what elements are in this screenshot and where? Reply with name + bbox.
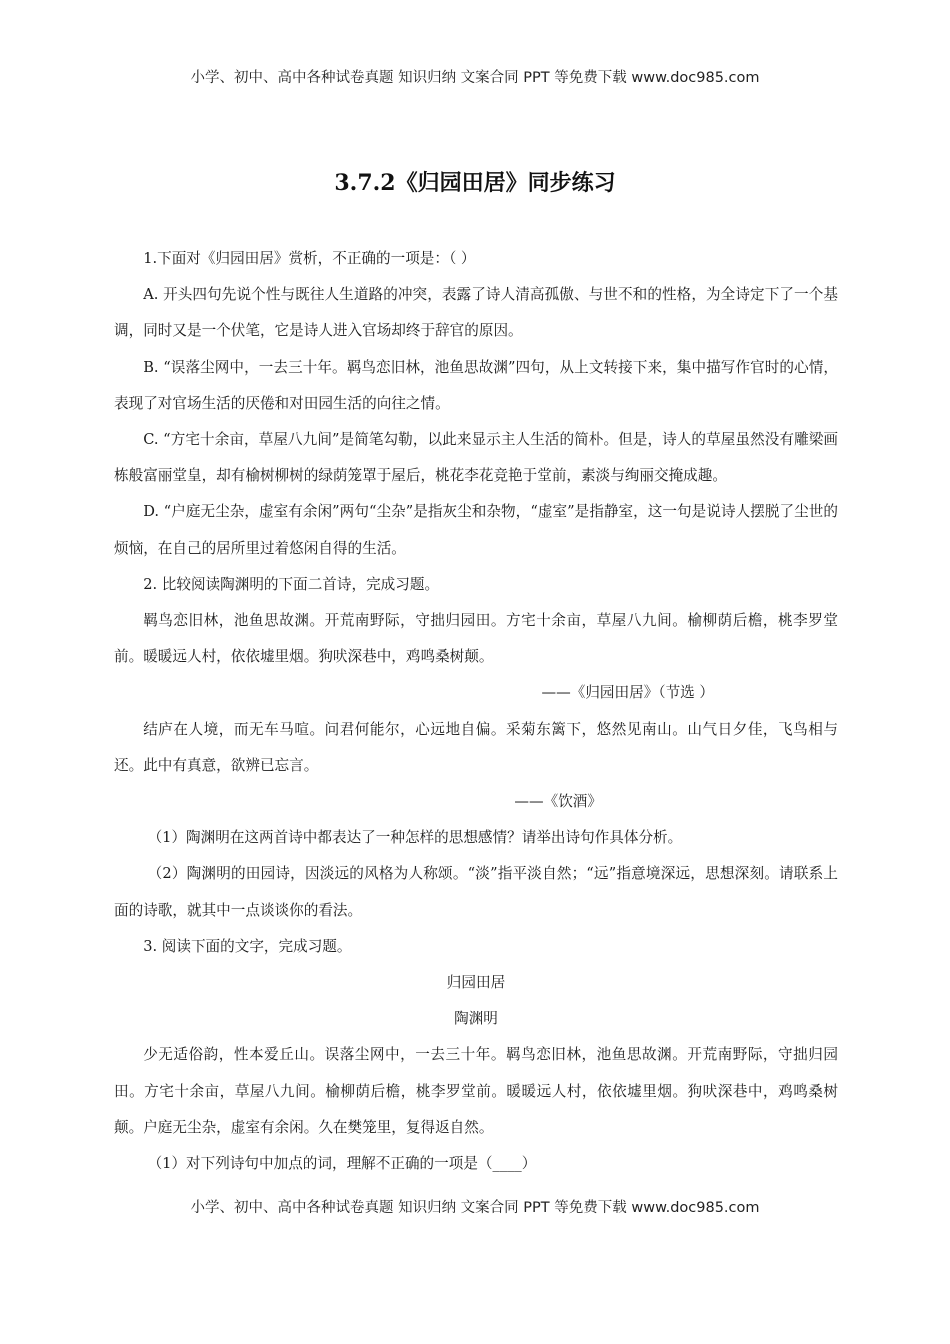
q2-stem: 2. 比较阅读陶渊明的下面二首诗，完成习题。 [143, 575, 440, 593]
q1-option-b: B. “误落尘网中，一去三十年。羁鸟恋旧林，池鱼思故渊”四句，从上文转接下来，集中描写作官时的心情，表现了对官场生活的厌倦和对田园生活的向往之情。 [114, 358, 838, 412]
q1-option-c: C. “方宅十余亩，草屋八九间”是简笔勾勒，以此来显示主人生活的简朴。但是，诗人的草屋虽然没有雕梁画栋般富丽堂皇，却有榆树柳树的绿荫笼罩于屋后，桃花李花竞艳于堂前，素淡与绚丽交掩成趣。 [114, 431, 838, 485]
document-body [114, 241, 838, 1182]
q3-poem-author: 陶渊明 [454, 1010, 498, 1028]
q2-poem-1: 羁鸟恋旧林，池鱼思故渊。开荒南野际，守拙归园田。方宅十余亩，草屋八九间。榆柳荫后檐，桃李罗堂前。暖暖远人村，依依墟里烟。狗吠深巷中，鸡鸣桑树颠。 [114, 612, 838, 666]
q2-poem-1-source: ——《归园田居》（节选 ） [541, 684, 714, 702]
q3-poem-title: 归园田居 [446, 974, 506, 992]
page-footer: 小学、初中、高中各种试卷真题 知识归纳 文案合同 PPT 等免费下载 www.doc985.com [190, 1200, 760, 1216]
q2-sub-question-2: （2）陶渊明的田园诗，因淡远的风格为人称颂。“淡”指平淡自然；“远”指意境深远，思想深刻。请联系上面的诗歌，就其中一点谈谈你的看法。 [114, 865, 838, 919]
q1-option-d: D. “户庭无尘杂，虚室有余闲”两句“尘杂”是指灰尘和杂物，“虚室”是指静室，这一句是说诗人摆脱了尘世的烦恼，在自己的居所里过着悠闲自得的生活。 [114, 503, 838, 557]
q2-poem-2: 结庐在人境，而无车马喧。问君何能尔，心远地自偏。采菊东篱下，悠然见南山。山气日夕佳，飞鸟相与还。此中有真意，欲辨已忘言。 [114, 720, 838, 774]
page-header: 小学、初中、高中各种试卷真题 知识归纳 文案合同 PPT 等免费下载 www.doc985.com [190, 70, 760, 86]
q1-stem: 1.下面对《归园田居》赏析，不正确的一项是：（ ） [143, 250, 476, 267]
q3-sub-question-1: （1）对下列诗句中加点的词，理解不正确的一项是（____） [147, 1155, 537, 1173]
page-title: 3.7.2《归园田居》同步练习 [334, 170, 616, 196]
q3-poem: 少无适俗韵，性本爱丘山。误落尘网中，一去三十年。羁鸟恋旧林，池鱼思故渊。开荒南野际，守拙归园田。方宅十余亩，草屋八九间。榆柳荫后檐，桃李罗堂前。暖暖远人村，依依墟里烟。狗吠深巷中，鸡鸣桑树颠。户庭无尘杂，虚室有余闲。久在樊笼里，复得返自然。 [114, 1046, 838, 1136]
q2-sub-question-1: （1）陶渊明在这两首诗中都表达了一种怎样的思想感情？请举出诗句作具体分析。 [147, 829, 683, 847]
q3-stem: 3. 阅读下面的文字，完成习题。 [143, 937, 352, 955]
q2-poem-2-source: ——《饮酒》 [514, 793, 602, 811]
q1-option-a: A. 开头四句先说个性与既往人生道路的冲突，表露了诗人清高孤傲、与世不和的性格，为全诗定下了一个基调，同时又是一个伏笔，它是诗人进入官场却终于辞官的原因。 [114, 286, 838, 340]
